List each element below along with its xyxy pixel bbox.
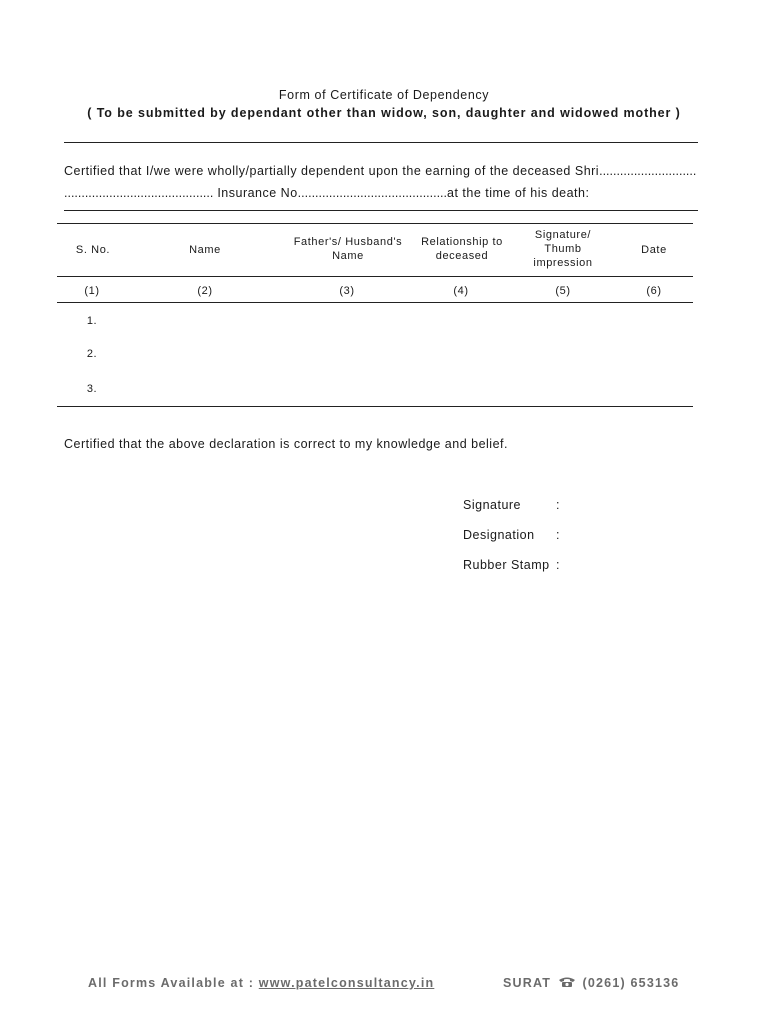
header-father-line2: Name [332, 250, 364, 262]
footer-availability-text: All Forms Available at : [88, 976, 259, 990]
col-number-3: (3) [339, 285, 355, 297]
footer-availability [88, 976, 434, 990]
insurance-no-blank: ........................................... [297, 186, 448, 200]
footer-city: SURAT [503, 976, 552, 990]
declaration-text: Certified that the above declaration is correct to my knowledge and belief. [64, 437, 508, 451]
col-number-6: (6) [646, 285, 662, 297]
header-sno: S. No. [75, 244, 111, 256]
certification-line-1 [64, 164, 696, 178]
table-row-2: 2. [86, 348, 98, 360]
header-relationship-line1: Relationship to [421, 236, 503, 248]
header-name: Name [189, 244, 221, 256]
form-title: Form of Certificate of Dependency [278, 88, 490, 102]
col-number-2: (2) [197, 285, 213, 297]
table-column-number-border [57, 302, 693, 303]
form-subtitle: ( To be submitted by dependant other than widow, son, daughter and widowed mother ) [87, 106, 681, 120]
signature-colon: : [556, 498, 560, 512]
certification-text: Certified that I/we were wholly/partially dependent upon the earning of the deceased Shri [64, 164, 600, 178]
footer-phone: (0261) 653136 [582, 976, 680, 990]
header-father-husband-name [278, 235, 418, 263]
signature-label: Signature [463, 498, 522, 512]
header-signature-line3: impression [533, 257, 593, 269]
telephone-icon [558, 976, 576, 988]
header-date: Date [641, 244, 667, 256]
designation-colon: : [556, 528, 560, 542]
col-number-4: (4) [453, 285, 469, 297]
table-top-border [57, 223, 693, 224]
deceased-name-blank: ............................ [599, 164, 697, 178]
header-father-line1: Father's/ Husband's [293, 236, 403, 248]
table-header-border [57, 276, 693, 277]
table-bottom-border [57, 406, 693, 407]
rubber-stamp-label: Rubber Stamp [463, 558, 550, 572]
col-number-5: (5) [555, 285, 571, 297]
header-signature-line1: Signature/ [534, 229, 592, 241]
header-signature-line2: Thumb [544, 243, 582, 255]
col-number-1: (1) [84, 285, 100, 297]
designation-label: Designation [463, 528, 535, 542]
table-row-3: 3. [86, 383, 98, 395]
divider-middle [64, 210, 698, 211]
header-relationship-line2: deceased [435, 250, 489, 262]
time-of-death-text: at the time of his death: [447, 186, 590, 200]
divider-top [64, 142, 698, 143]
header-relationship [406, 235, 518, 263]
footer-contact [503, 976, 679, 990]
table-row-1: 1. [86, 315, 98, 327]
rubber-stamp-colon: : [556, 558, 560, 572]
header-signature-thumb [513, 228, 613, 270]
deceased-name-blank-cont: ........................................... [64, 186, 214, 200]
website-link[interactable]: www.patelconsultancy.in [258, 976, 435, 990]
insurance-no-label: Insurance No [213, 186, 298, 200]
certification-line-2 [64, 186, 589, 200]
